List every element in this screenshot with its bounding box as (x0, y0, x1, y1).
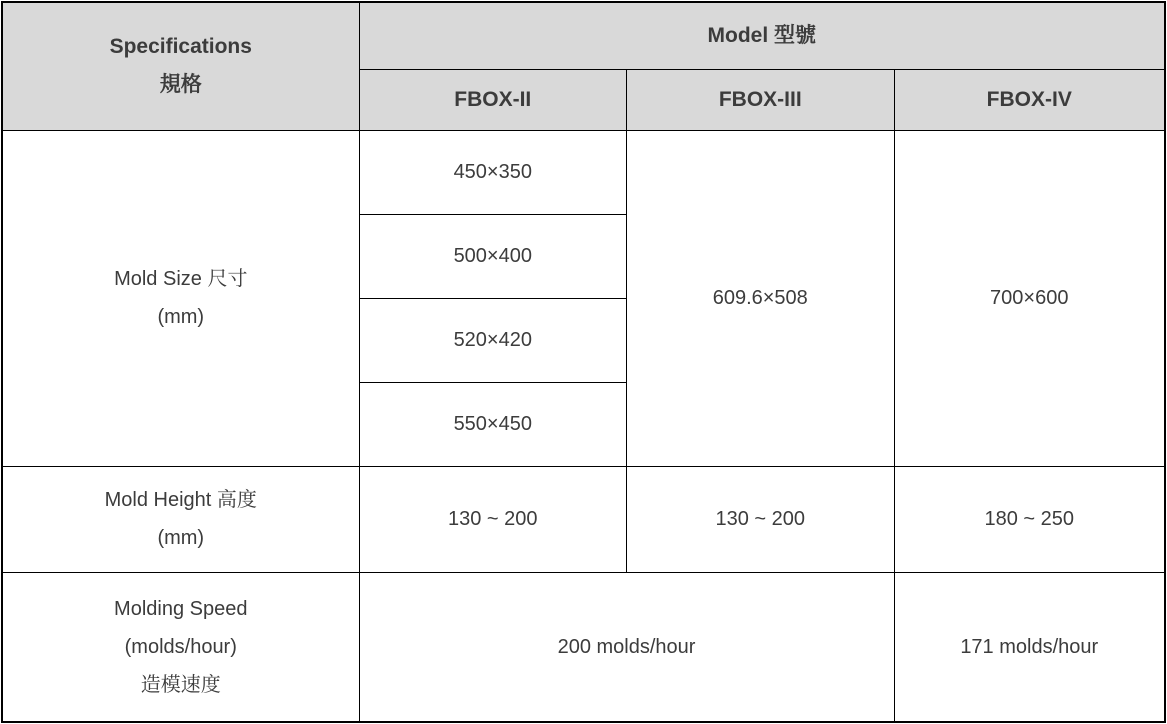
specifications-table (1, 1, 1166, 723)
molding-speed-fbox2-3-value-cell: 200 molds/hour (359, 572, 894, 722)
mold-height-label-line1: Mold Height 高度 (104, 489, 257, 511)
mold-size-fbox2-value-3: 520×420 (359, 298, 626, 382)
mold-height-label-line2: (mm) (157, 527, 205, 549)
specifications-label-en: Specifications (109, 35, 252, 59)
mold-height-fbox3-value-cell: 130 ~ 200 (627, 466, 894, 572)
model-column-header-fbox4: FBOX-IV (894, 69, 1165, 130)
mold-size-label-cell (2, 130, 359, 466)
mold-size-fbox3-value-cell: 609.6×508 (627, 130, 894, 466)
molding-speed-fbox4-value-cell: 171 molds/hour (894, 572, 1165, 722)
specifications-label-zh: 規格 (159, 73, 202, 97)
molding-speed-label-line2: (molds/hour) (124, 635, 237, 658)
mold-size-fbox2-value-1: 450×350 (359, 130, 626, 214)
mold-height-label-cell (2, 466, 359, 572)
mold-height-fbox2-value-cell: 130 ~ 200 (359, 466, 626, 572)
molding-speed-label-line1: Molding Speed (114, 597, 248, 620)
mold-size-label-line2: (mm) (157, 306, 205, 328)
mold-size-fbox2-value-2: 500×400 (359, 214, 626, 298)
mold-size-fbox2-value-4: 550×450 (359, 382, 626, 466)
molding-speed-label-line3: 造模速度 (140, 673, 221, 696)
model-column-header-fbox2: FBOX-II (359, 69, 626, 130)
mold-height-fbox4-value-cell: 180 ~ 250 (894, 466, 1165, 572)
mold-size-fbox4-value-cell: 700×600 (894, 130, 1165, 466)
model-column-header-fbox3: FBOX-III (627, 69, 894, 130)
molding-speed-label-cell (2, 572, 359, 722)
model-header-cell: Model 型號 (359, 2, 1165, 69)
specifications-header-cell (2, 2, 359, 130)
mold-size-label-line1: Mold Size 尺寸 (114, 268, 248, 290)
